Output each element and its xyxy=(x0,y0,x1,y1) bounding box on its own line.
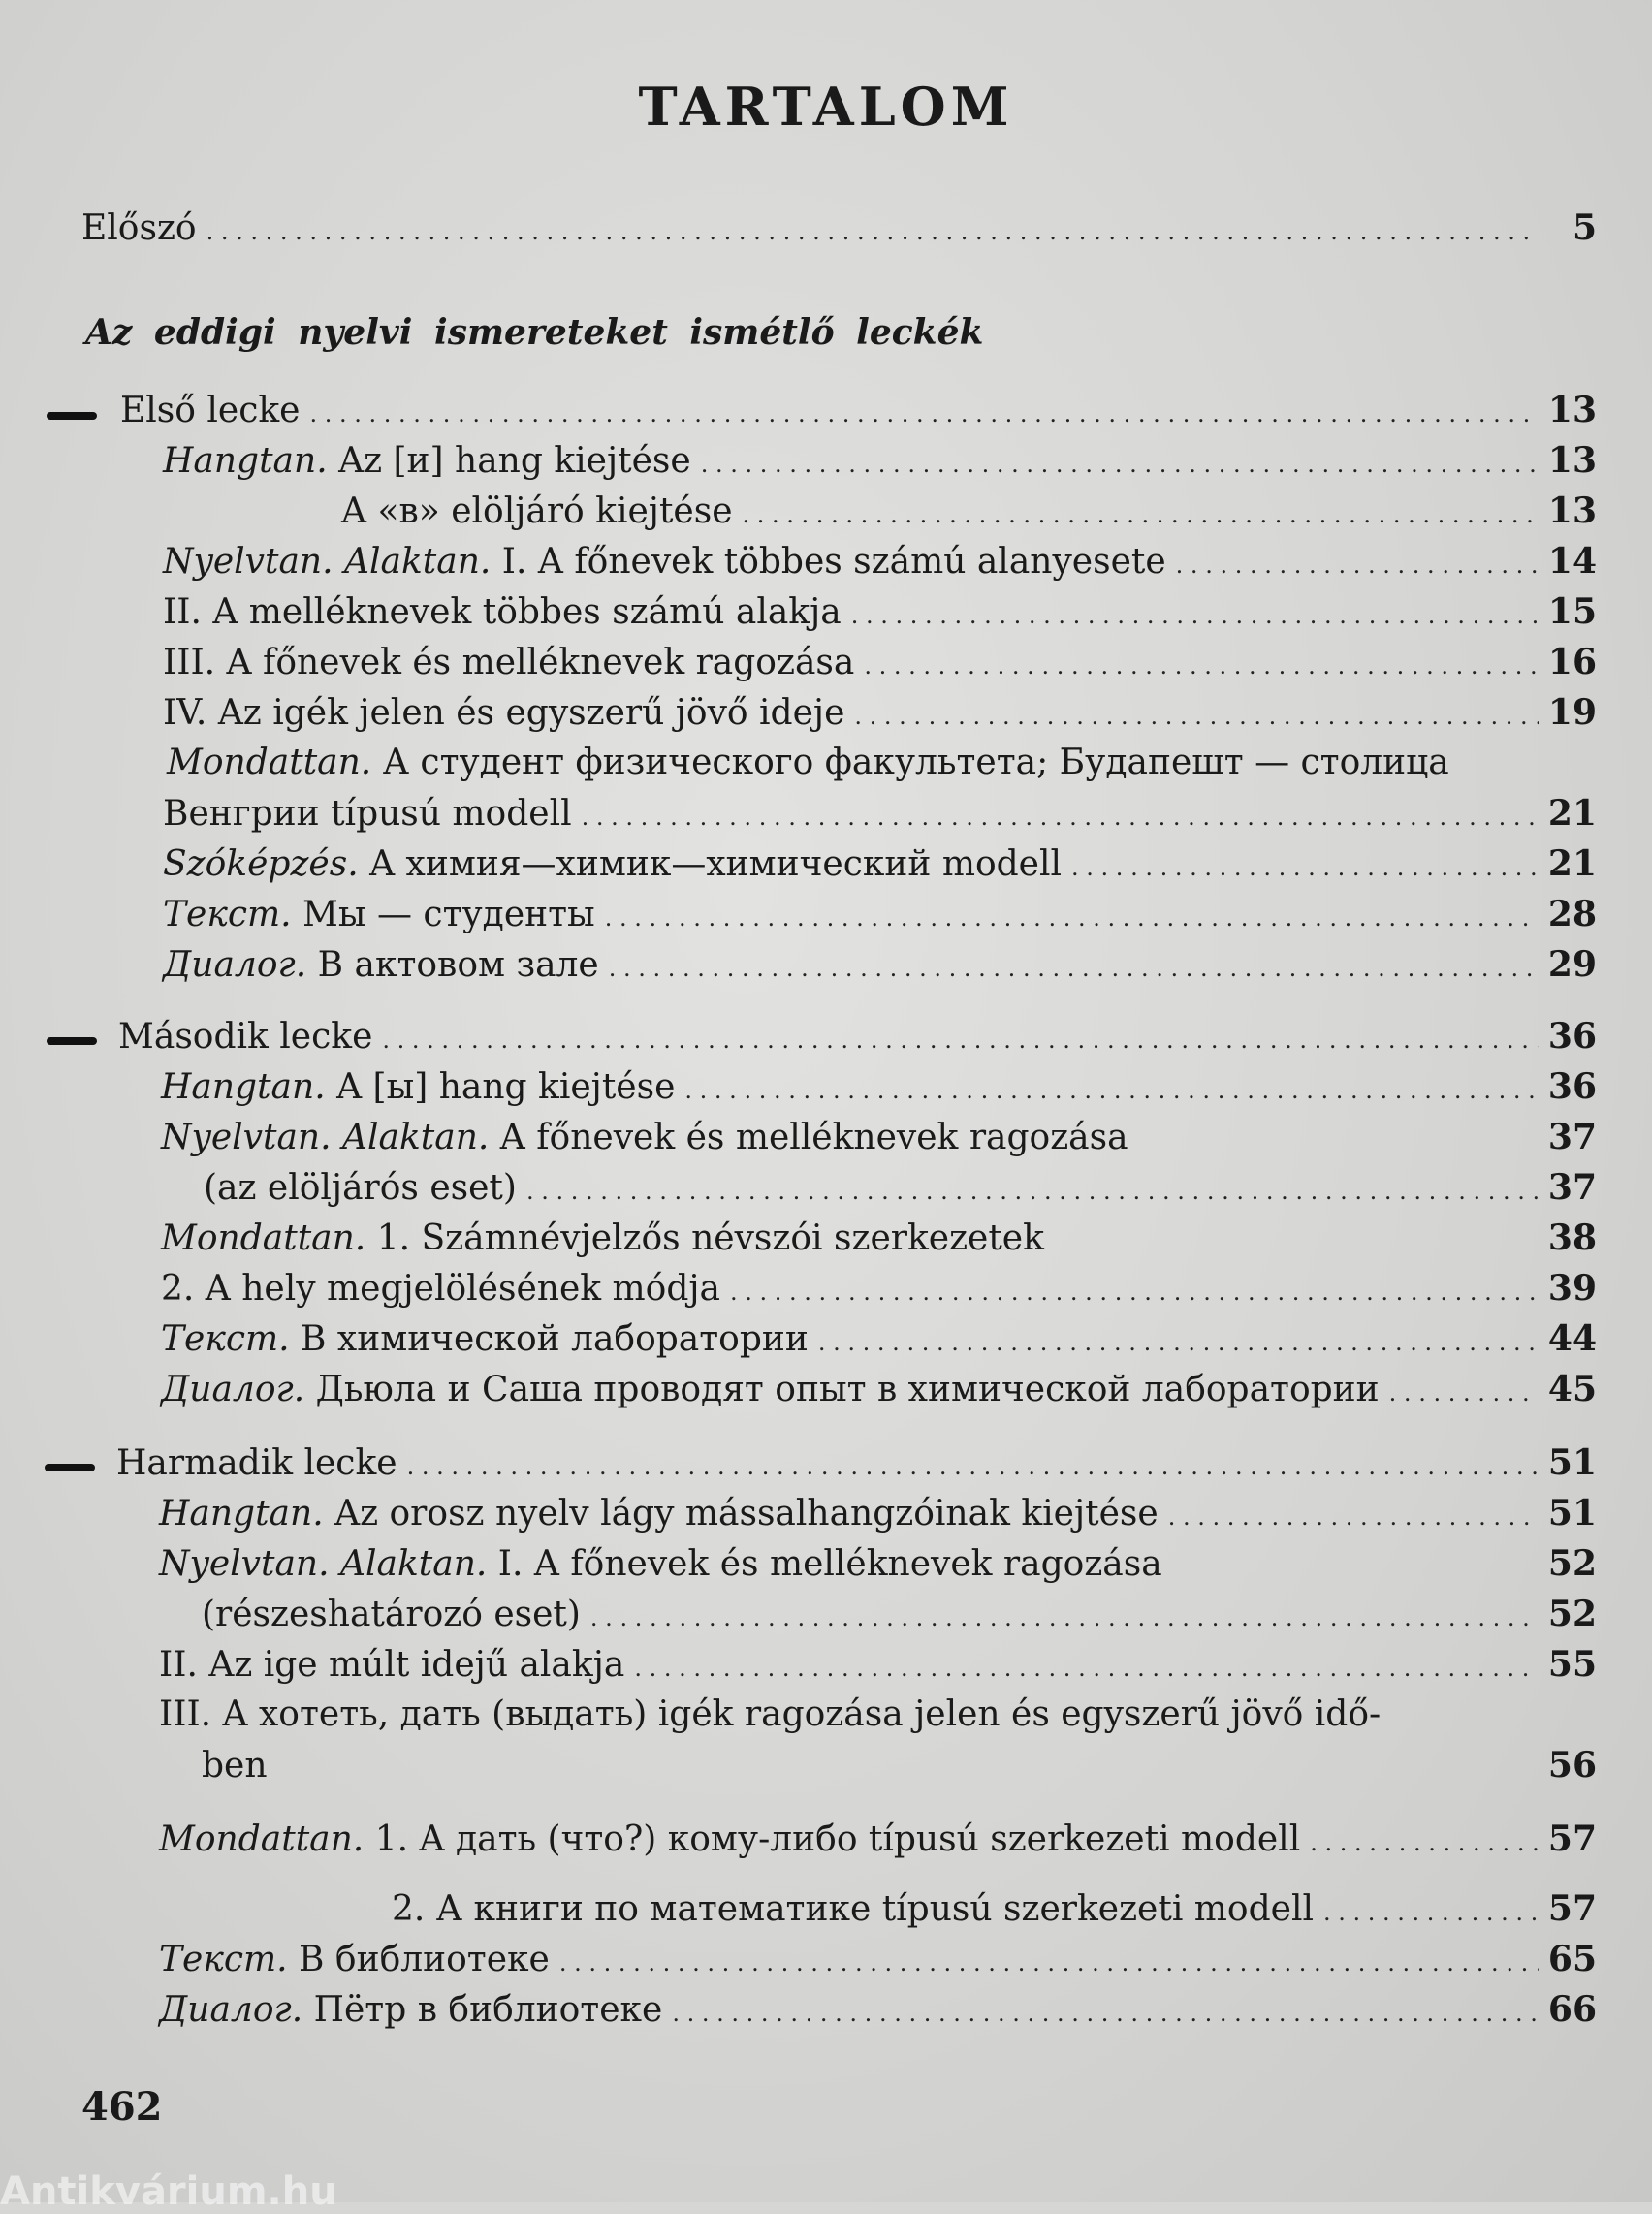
leader-dots xyxy=(559,1939,1539,1987)
entry-text: I. A főnevek többes számú alanyesete xyxy=(491,542,1166,582)
toc-page-number: 15 xyxy=(1547,591,1597,632)
toc-entry xyxy=(159,1691,1597,1739)
entry-text: Венгрии típusú modell xyxy=(163,794,572,834)
entry-text: Мы — студенты xyxy=(291,895,595,934)
leader-dots xyxy=(1310,1819,1539,1867)
leader-dots xyxy=(309,390,1539,438)
toc-entry xyxy=(163,587,1597,636)
watermark: Antikvárium.hu xyxy=(0,2169,337,2214)
toc-page-number: 66 xyxy=(1547,1989,1597,2030)
entry-text: (az elöljárós eset) xyxy=(204,1168,517,1208)
entry-text: ben xyxy=(202,1746,268,1786)
toc-page-number: 13 xyxy=(1547,390,1597,430)
entry-text: I. A főnevek és melléknevek ragozása xyxy=(487,1544,1162,1584)
toc-page-number: 19 xyxy=(1547,692,1597,733)
entry-text: Az orosz nyelv lágy mássalhangzóinak kiejtése xyxy=(323,1494,1159,1534)
toc-entry xyxy=(159,1815,1597,1863)
toc-page-number: 51 xyxy=(1547,1493,1597,1534)
entry-text: 2. А книги по математике típusú szerkezeti modell xyxy=(392,1889,1314,1929)
leader-dots xyxy=(609,944,1539,993)
leader-dots xyxy=(526,1167,1539,1216)
toc-page-number: 36 xyxy=(1547,1066,1597,1107)
entry-text: III. A főnevek és melléknevek ragozása xyxy=(163,643,855,682)
entry-label: Nyelvtan. Alaktan. xyxy=(161,1118,490,1157)
toc-page-number: 57 xyxy=(1547,1888,1597,1929)
toc-entry xyxy=(163,537,1597,585)
toc-entry xyxy=(204,1163,1597,1212)
leader-dots xyxy=(1389,1369,1539,1417)
entry-text: IV. Az igék jelen és egyszerű jövő ideje xyxy=(163,693,845,733)
toc-page-number: 57 xyxy=(1547,1819,1597,1859)
toc-page-number: 13 xyxy=(1547,440,1597,481)
entry-text: А студент физического факультета; Будапешт — столица xyxy=(371,743,1449,782)
toc-entry-text: Előszó xyxy=(81,208,197,248)
leader-dots xyxy=(684,1066,1539,1115)
toc-page-number: 29 xyxy=(1547,944,1597,985)
entry-text: В актовом зале xyxy=(306,945,599,985)
toc-page-number: 39 xyxy=(1547,1268,1597,1309)
entry-text: Az [и] hang kiejtése xyxy=(327,441,691,481)
lesson-marker-dash xyxy=(45,1464,95,1471)
toc-page-number: 51 xyxy=(1547,1442,1597,1483)
toc-page-number: 21 xyxy=(1547,843,1597,884)
entry-label: Szóképzés. xyxy=(163,844,359,884)
lesson-title: Első lecke xyxy=(120,391,301,430)
toc-entry xyxy=(163,688,1597,737)
lesson-marker-dash xyxy=(47,1037,97,1045)
toc-lesson-2 xyxy=(118,1012,1597,1060)
toc-entry xyxy=(161,1113,1597,1161)
toc-page-number: 52 xyxy=(1547,1594,1597,1634)
toc-entry xyxy=(392,1884,1597,1933)
page-title: TARTALOM xyxy=(638,76,1014,138)
toc-entry xyxy=(161,1214,1597,1262)
entry-text: II. A melléknevek többes számú alakja xyxy=(163,592,842,632)
toc-entry xyxy=(163,638,1597,686)
leader-dots xyxy=(382,1016,1539,1064)
toc-page-number: 36 xyxy=(1547,1016,1597,1057)
toc-entry-preface xyxy=(81,204,1597,252)
entry-text: 1. Számnévjelzős névszói szerkezetek xyxy=(365,1218,1044,1258)
entry-text: III. A хотеть, дать (выдать) igék ragozása jelen és egyszerű jövő idő- xyxy=(159,1694,1382,1734)
toc-entry xyxy=(161,1314,1597,1363)
toc-page-number: 14 xyxy=(1547,541,1597,582)
toc-entry xyxy=(159,1489,1597,1537)
toc-lesson-3 xyxy=(116,1439,1597,1487)
leader-dots xyxy=(851,591,1539,640)
toc-page-number: 56 xyxy=(1547,1745,1597,1786)
toc-entry xyxy=(159,1640,1597,1689)
toc-entry xyxy=(163,890,1597,938)
entry-text: A «в» elöljáró kiejtése xyxy=(341,491,733,531)
toc-entry xyxy=(163,940,1597,989)
leader-dots xyxy=(582,793,1539,841)
toc-entry xyxy=(167,739,1597,787)
toc-page-number: 38 xyxy=(1547,1218,1597,1258)
entry-text: (részeshatározó eset) xyxy=(202,1595,581,1634)
leader-dots xyxy=(605,894,1539,942)
toc-page-number: 37 xyxy=(1547,1167,1597,1208)
toc-entry xyxy=(159,1985,1597,2034)
entry-text: Пётр в библиотеке xyxy=(302,1990,663,2030)
entry-label: Hangtan. xyxy=(159,1494,324,1534)
entry-label: Mondattan. xyxy=(167,743,372,782)
entry-text: A főnevek és melléknevek ragozása xyxy=(489,1118,1128,1157)
entry-label: Текст. xyxy=(163,895,292,934)
toc-page-number: 65 xyxy=(1547,1939,1597,1979)
leader-dots xyxy=(854,692,1539,741)
toc-page-number: 16 xyxy=(1547,642,1597,682)
lesson-marker-dash xyxy=(47,412,97,420)
entry-label: Текст. xyxy=(159,1940,288,1979)
entry-label: Mondattan. xyxy=(161,1218,366,1258)
toc-entry xyxy=(163,789,1597,838)
leader-dots xyxy=(743,490,1539,539)
toc-page-number: 21 xyxy=(1547,793,1597,834)
leader-dots xyxy=(634,1644,1539,1692)
toc-entry xyxy=(159,1935,1597,1983)
entry-label: Nyelvtan. Alaktan. xyxy=(163,542,492,582)
entry-label: Nyelvtan. Alaktan. xyxy=(159,1544,488,1584)
leader-dots xyxy=(407,1442,1539,1491)
toc-entry xyxy=(161,1365,1597,1413)
leader-dots xyxy=(590,1594,1539,1642)
entry-text: A [ы] hang kiejtése xyxy=(325,1067,676,1107)
entry-label: Диалог. xyxy=(163,945,307,985)
leader-dots xyxy=(701,440,1539,489)
entry-label: Hangtan. xyxy=(161,1067,326,1107)
toc-page-number: 28 xyxy=(1547,894,1597,934)
entry-text: Дьюла и Саша проводят опыт в химической лаборатории xyxy=(304,1370,1380,1409)
page-number: 462 xyxy=(81,2084,163,2130)
leader-dots xyxy=(672,1989,1539,2038)
leader-dots xyxy=(1168,1493,1539,1541)
leader-dots xyxy=(1323,1888,1539,1937)
entry-text: A химия—химик—химический modell xyxy=(358,844,1063,884)
toc-lesson-1 xyxy=(120,386,1597,434)
toc-page-number: 5 xyxy=(1572,207,1597,248)
leader-dots xyxy=(864,642,1539,690)
toc-page-number: 13 xyxy=(1547,490,1597,531)
toc-entry xyxy=(341,487,1597,535)
entry-label: Hangtan. xyxy=(163,441,328,481)
lesson-title: Harmadik lecke xyxy=(116,1443,397,1483)
entry-label: Mondattan. xyxy=(159,1819,365,1859)
toc-entry xyxy=(202,1741,1597,1789)
toc-page-number: 44 xyxy=(1547,1318,1597,1359)
toc-page-number: 55 xyxy=(1547,1644,1597,1685)
lesson-title: Második lecke xyxy=(118,1017,373,1057)
leader-dots xyxy=(730,1268,1539,1316)
toc-entry xyxy=(163,436,1597,485)
toc-entry xyxy=(163,839,1597,888)
entry-text: В библиотеке xyxy=(287,1940,550,1979)
entry-text: В химической лаборатории xyxy=(289,1319,809,1359)
leader-dots xyxy=(206,207,1539,256)
toc-entry xyxy=(161,1062,1597,1111)
entry-text: 1. A дать (что?) кому-либо típusú szerkezeti modell xyxy=(364,1819,1301,1859)
entry-text: II. Az ige múlt idejű alakja xyxy=(159,1645,625,1685)
toc-page-number: 52 xyxy=(1547,1543,1597,1584)
leader-dots xyxy=(1176,541,1539,589)
toc-page-number: 45 xyxy=(1547,1369,1597,1409)
entry-label: Диалог. xyxy=(161,1370,305,1409)
entry-label: Диалог. xyxy=(159,1990,303,2030)
entry-text: 2. A hely megjelölésének módja xyxy=(161,1269,720,1309)
section-heading: Az eddigi nyelvi ismereteket ismétlő leckék xyxy=(85,312,984,353)
toc-entry xyxy=(161,1264,1597,1313)
toc-entry xyxy=(202,1590,1597,1638)
entry-label: Текст. xyxy=(161,1319,290,1359)
toc-page-number: 37 xyxy=(1547,1117,1597,1157)
leader-dots xyxy=(1071,843,1539,892)
toc-entry xyxy=(159,1539,1597,1588)
leader-dots xyxy=(818,1318,1539,1367)
